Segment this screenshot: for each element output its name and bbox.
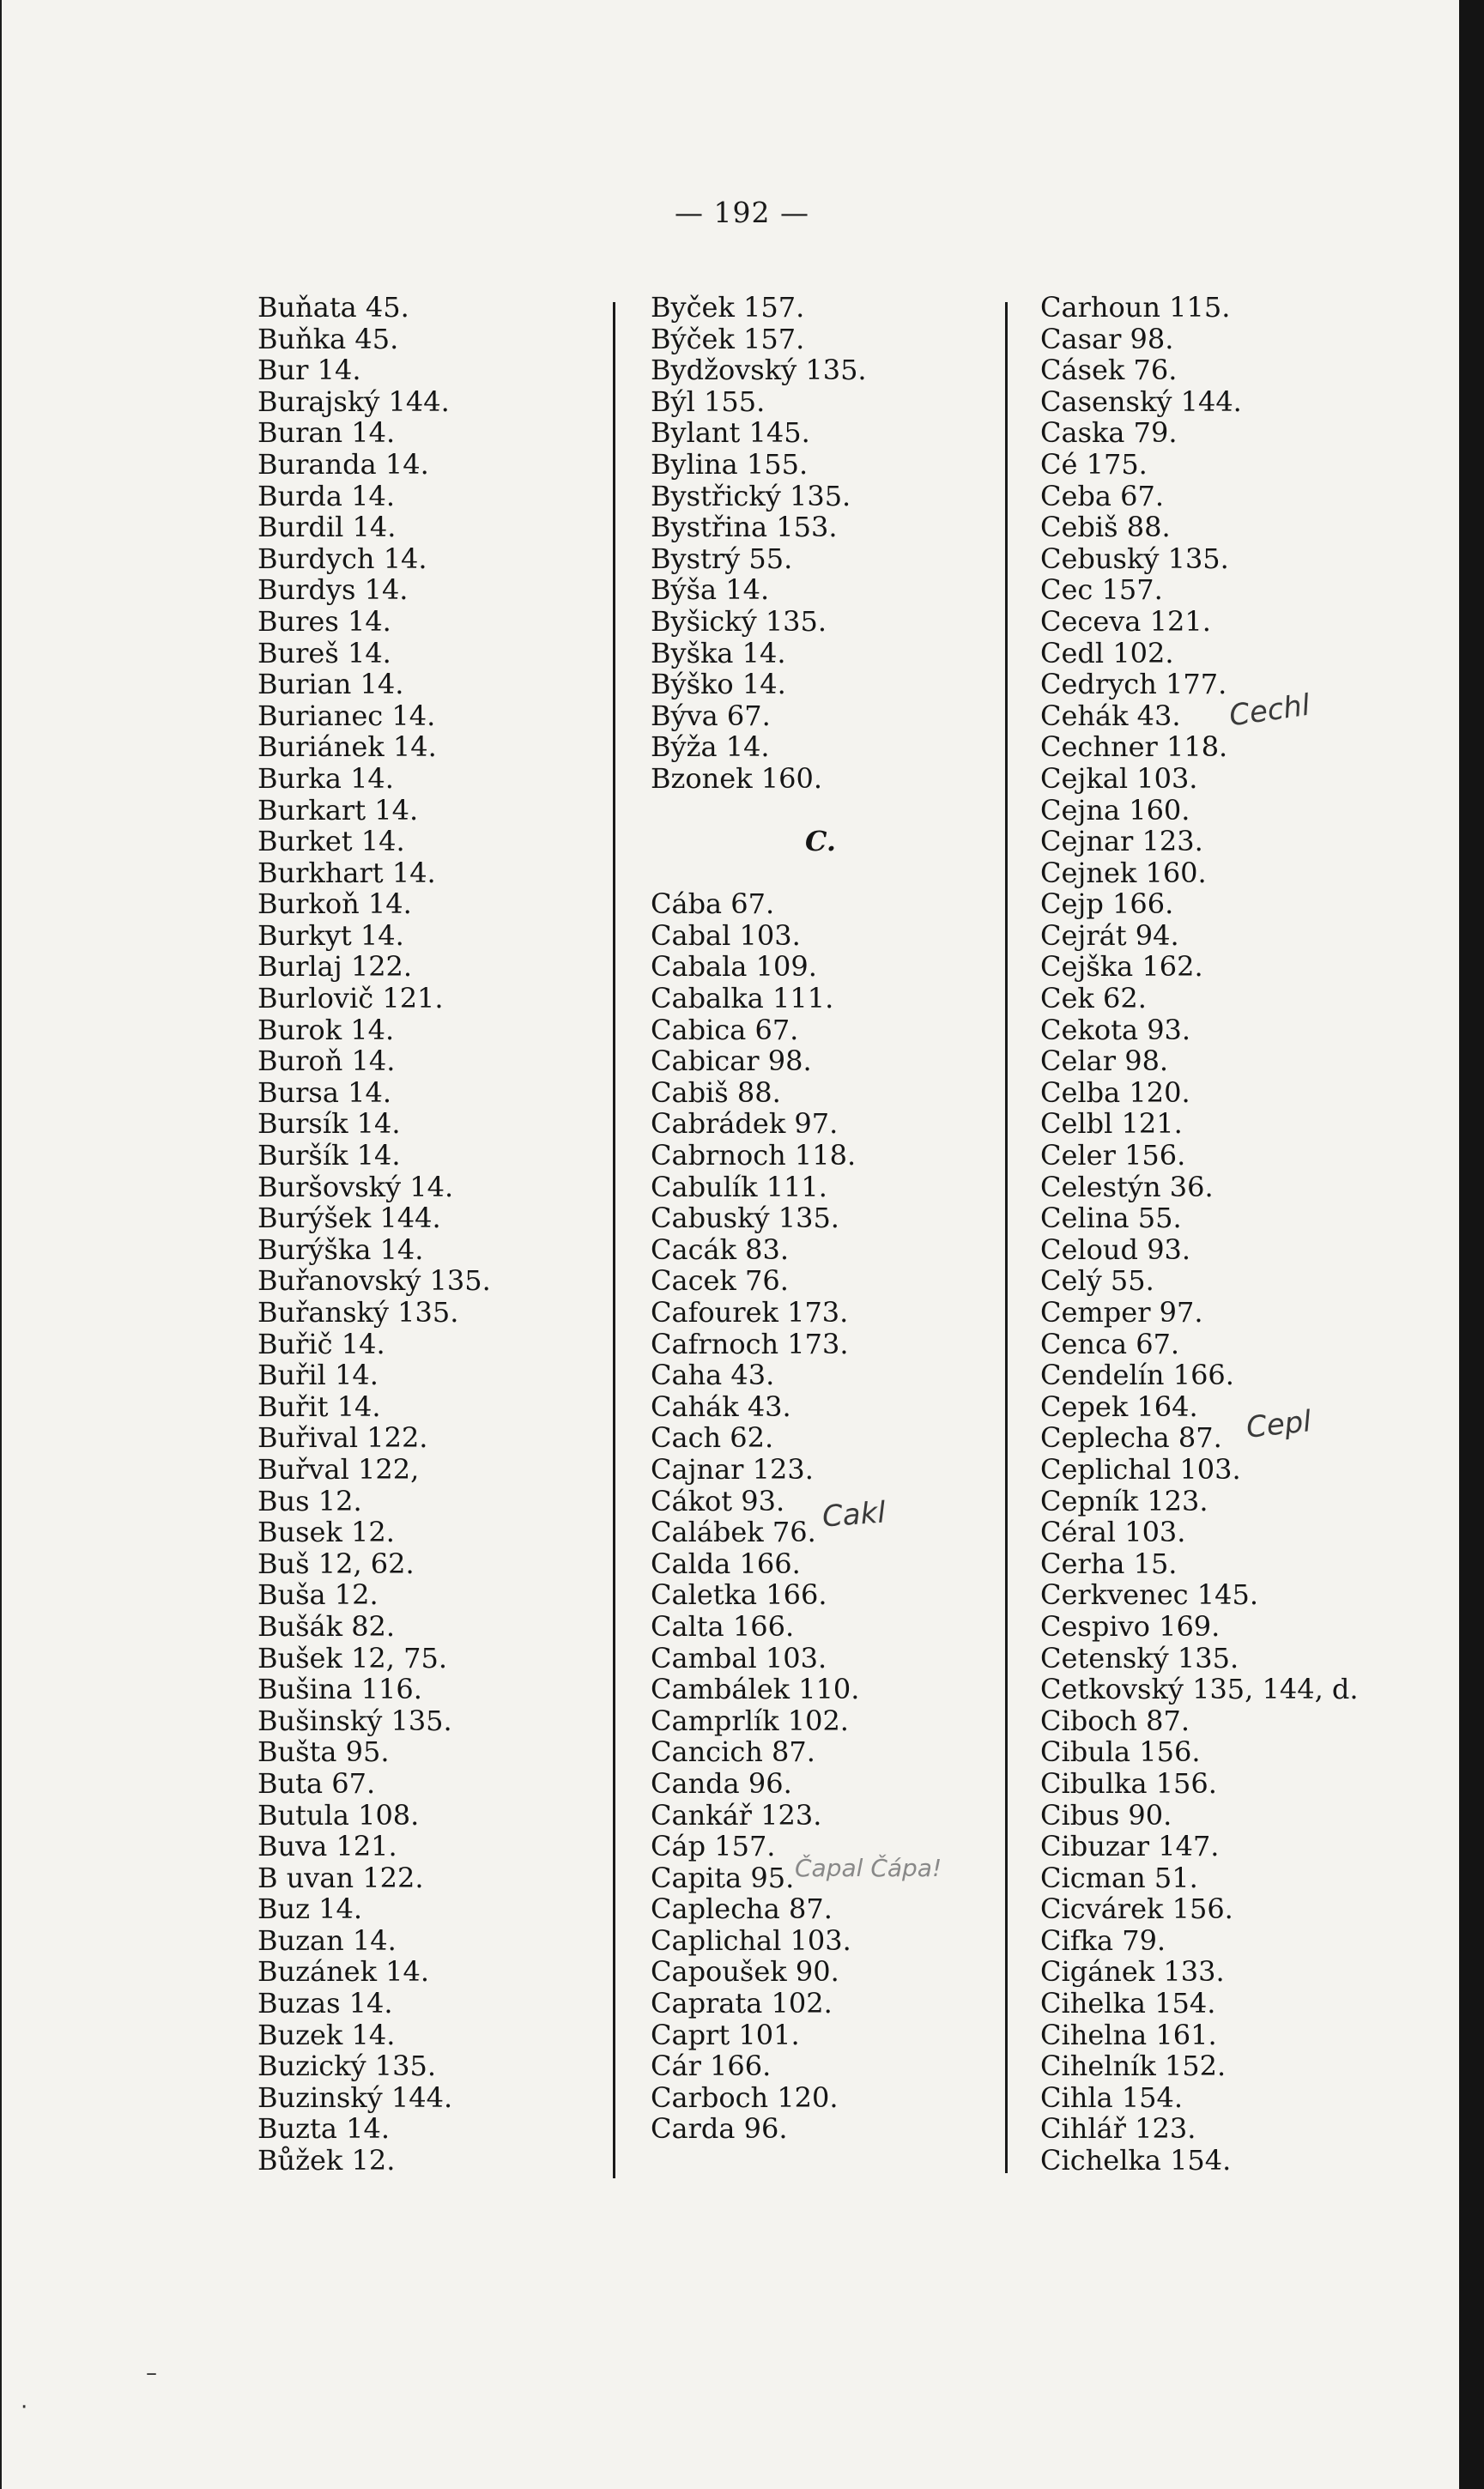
name-entry: Celar 98. xyxy=(1040,1045,1169,1078)
name-entry: Bystřický 135. xyxy=(651,479,851,512)
name-entry: Cedl 102. xyxy=(1040,636,1174,669)
name-entry: Buzek 14. xyxy=(257,2018,396,2051)
name-entry: Céral 103. xyxy=(1040,1516,1186,1549)
name-entry: Cepník 123. xyxy=(1040,1484,1208,1517)
name-entry: Buroň 14. xyxy=(257,1045,396,1078)
name-entry: Bus 12. xyxy=(257,1484,362,1517)
name-entry: Caletka 166. xyxy=(651,1578,827,1612)
name-entry: Burianec 14. xyxy=(257,699,436,732)
name-entry: Buršík 14. xyxy=(257,1139,401,1172)
scan-edge xyxy=(1459,0,1484,2489)
name-entry: Burkart 14. xyxy=(257,793,419,827)
name-entry: Camprlík 102. xyxy=(651,1704,849,1737)
name-entry: Býl 155. xyxy=(651,385,766,418)
name-entry: Cigánek 133. xyxy=(1040,1955,1225,1989)
name-entry: Cekota 93. xyxy=(1040,1013,1191,1046)
spacer xyxy=(651,857,867,889)
name-entry: Bušák 82. xyxy=(257,1609,396,1643)
name-entry: Capita 95. xyxy=(651,1861,795,1894)
name-entry: Buřanovský 135. xyxy=(257,1264,491,1298)
name-entry: Burian 14. xyxy=(257,668,404,701)
name-entry: Cabuský 135. xyxy=(651,1202,839,1235)
name-entry: Cespivo 169. xyxy=(1040,1609,1221,1643)
name-entry: Burdych 14. xyxy=(257,542,427,575)
name-entry: Bušta 95. xyxy=(257,1735,390,1769)
name-entry: Bylina 155. xyxy=(651,447,809,481)
name-entry: Caska 79. xyxy=(1040,416,1178,450)
name-entry: Burdys 14. xyxy=(257,573,409,607)
name-entry: Cé 175. xyxy=(1040,447,1148,481)
name-entry: Burajský 144. xyxy=(257,385,450,418)
name-entry: Cerkvenec 145. xyxy=(1040,1578,1259,1612)
name-entry: Cihlář 123. xyxy=(1040,2112,1196,2146)
name-entry: Caprata 102. xyxy=(651,1987,833,2020)
name-entry: Cacák 83. xyxy=(651,1232,790,1266)
handwritten-note: Cechl xyxy=(1227,687,1312,734)
name-entry: Býša 14. xyxy=(651,573,770,607)
name-entry: Celestýn 36. xyxy=(1040,1170,1214,1203)
name-entry: Buňata 45. xyxy=(257,291,409,324)
name-entry: Cibuzar 147. xyxy=(1040,1830,1220,1863)
name-entry: Bušek 12, 75. xyxy=(257,1641,447,1674)
name-entry: Bursa 14. xyxy=(257,1075,391,1109)
name-entry: Burok 14. xyxy=(257,1013,395,1046)
name-entry: Bydžovský 135. xyxy=(651,354,867,387)
name-entry: Cejška 162. xyxy=(1040,950,1203,984)
name-entry: Buřič 14. xyxy=(257,1327,385,1360)
name-entry: B uvan 122. xyxy=(257,1861,424,1894)
name-entry: Calda 166. xyxy=(651,1547,801,1580)
name-entry: Cemper 97. xyxy=(1040,1296,1203,1329)
name-entry: Cihelka 154. xyxy=(1040,1987,1216,2020)
name-column-1 xyxy=(257,292,491,2177)
name-entry: Caplecha 87. xyxy=(651,1892,833,1926)
name-entry: Cába 67. xyxy=(651,887,775,921)
name-entry: Burkhart 14. xyxy=(257,856,436,889)
name-entry: Cahák 43. xyxy=(651,1390,791,1423)
name-entry: Bušina 116. xyxy=(257,1673,422,1706)
name-entry: Býček 157. xyxy=(651,322,805,355)
name-entry: Ceplecha 87. xyxy=(1040,1421,1222,1455)
name-entry: Cabalka 111. xyxy=(651,982,834,1015)
name-entry: Cejnar 123. xyxy=(1040,825,1203,858)
name-entry: Buzas 14. xyxy=(257,1987,393,2020)
name-entry: Buřanský 135. xyxy=(257,1296,459,1329)
name-entry: Casar 98. xyxy=(1040,322,1174,355)
name-entry: Buršovský 14. xyxy=(257,1170,454,1203)
name-entry: Canda 96. xyxy=(651,1766,792,1800)
name-entry: Buša 12. xyxy=(257,1578,379,1612)
name-entry: Burka 14. xyxy=(257,761,394,795)
name-entry: Burda 14. xyxy=(257,479,396,512)
name-entry: Ceplichal 103. xyxy=(1040,1452,1241,1486)
name-entry: Cabrnoch 118. xyxy=(651,1139,857,1172)
name-entry: Carda 96. xyxy=(651,2112,788,2146)
name-entry: Cebiš 88. xyxy=(1040,511,1171,544)
name-entry: Calta 166. xyxy=(651,1609,795,1643)
name-entry: Bur 14. xyxy=(257,354,361,387)
name-entry: Cejkal 103. xyxy=(1040,761,1198,795)
name-entry: Buva 121. xyxy=(257,1830,397,1863)
name-entry: Cáp 157. xyxy=(651,1830,776,1863)
handwritten-note: Cakl xyxy=(821,1495,887,1535)
name-entry: Cejp 166. xyxy=(1040,887,1174,921)
name-entry: Burlovič 121. xyxy=(257,982,444,1015)
name-entry: Cacek 76. xyxy=(651,1264,789,1298)
name-entry: Cenca 67. xyxy=(1040,1327,1180,1360)
name-entry: Cetkovský 135, 144, d. xyxy=(1040,1673,1359,1706)
name-entry: Celina 55. xyxy=(1040,1202,1182,1235)
name-entry: Buran 14. xyxy=(257,416,396,450)
name-entry: Ciboch 87. xyxy=(1040,1704,1190,1737)
name-entry: Celbl 121. xyxy=(1040,1107,1183,1141)
name-entry: Buzický 135. xyxy=(257,2050,437,2083)
name-entry: Caprt 101. xyxy=(651,2018,800,2051)
name-entry: Buzan 14. xyxy=(257,1923,397,1957)
name-entry: Bystrý 55. xyxy=(651,542,793,575)
name-entry: Bzonek 160. xyxy=(651,761,822,795)
name-entry: Cambal 103. xyxy=(651,1641,827,1674)
name-entry: Cehák 43. xyxy=(1040,699,1181,732)
name-entry: Bures 14. xyxy=(257,604,391,638)
page-number: — 192 — xyxy=(675,196,809,229)
name-entry: Cásek 76. xyxy=(1040,354,1178,387)
name-entry: Cibus 90. xyxy=(1040,1798,1172,1832)
name-entry: Butula 108. xyxy=(257,1798,420,1832)
scan-mark: · xyxy=(21,2395,28,2420)
name-entry: Capoušek 90. xyxy=(651,1955,839,1989)
name-entry: Cejrát 94. xyxy=(1040,918,1179,952)
name-entry: Cabica 67. xyxy=(651,1013,799,1046)
name-entry: Burlaj 122. xyxy=(257,950,413,984)
name-entry: Cabal 103. xyxy=(651,918,801,952)
handwritten-note: Cepl xyxy=(1245,1404,1313,1445)
name-entry: Cibulka 156. xyxy=(1040,1766,1217,1800)
column-divider xyxy=(1005,302,1008,2173)
name-entry: Busek 12. xyxy=(257,1516,395,1549)
name-entry: Ceba 67. xyxy=(1040,479,1165,512)
name-entry: Buzánek 14. xyxy=(257,1955,430,1989)
name-entry: Bureš 14. xyxy=(257,636,391,669)
name-entry: Calábek 76. xyxy=(651,1516,816,1549)
name-entry: Cihelna 161. xyxy=(1040,2018,1217,2051)
name-entry: Burýšek 144. xyxy=(257,1202,441,1235)
name-entry: Cerha 15. xyxy=(1040,1547,1178,1580)
name-entry: Cedrych 177. xyxy=(1040,668,1227,701)
name-entry: Býva 67. xyxy=(651,699,771,732)
spacer xyxy=(651,795,867,827)
name-entry: Carhoun 115. xyxy=(1040,291,1231,324)
name-entry: Casenský 144. xyxy=(1040,385,1242,418)
name-entry: Buriánek 14. xyxy=(257,730,437,764)
name-entry: Buta 67. xyxy=(257,1766,376,1800)
name-entry: Cafrnoch 173. xyxy=(651,1327,849,1360)
name-entry: Buňka 45. xyxy=(257,322,399,355)
name-entry: Cabulík 111. xyxy=(651,1170,827,1203)
name-entry: Cambálek 110. xyxy=(651,1673,860,1706)
name-entry: Burkyt 14. xyxy=(257,918,404,952)
name-entry: Cifka 79. xyxy=(1040,1923,1166,1957)
name-entry: Celý 55. xyxy=(1040,1264,1154,1298)
name-entry: Buz 14. xyxy=(257,1892,363,1926)
name-entry: Cechner 118. xyxy=(1040,730,1228,764)
name-entry: Buřit 14. xyxy=(257,1390,381,1423)
name-entry: Cepek 164. xyxy=(1040,1390,1198,1423)
name-entry: Cákot 93. xyxy=(651,1484,785,1517)
name-entry: Caha 43. xyxy=(651,1359,775,1392)
name-entry: Cichelka 154. xyxy=(1040,2144,1232,2177)
name-entry: Cajnar 123. xyxy=(651,1452,814,1486)
name-entry: Buš 12, 62. xyxy=(257,1547,415,1580)
name-entry: Buřil 14. xyxy=(257,1359,379,1392)
name-entry: Burdil 14. xyxy=(257,511,397,544)
name-entry: Byček 157. xyxy=(651,291,805,324)
name-entry: Cafourek 173. xyxy=(651,1296,849,1329)
name-entry: Cár 166. xyxy=(651,2050,772,2083)
scan-mark: – xyxy=(146,2360,157,2386)
name-entry: Celer 156. xyxy=(1040,1139,1186,1172)
name-entry: Cejna 160. xyxy=(1040,793,1190,827)
name-entry: Cankář 123. xyxy=(651,1798,822,1832)
section-heading: C. xyxy=(805,825,837,858)
name-entry: Buranda 14. xyxy=(257,447,429,481)
name-entry: Cebuský 135. xyxy=(1040,542,1229,575)
name-entry: Burket 14. xyxy=(257,825,405,858)
name-entry: Cabicar 98. xyxy=(651,1045,812,1078)
name-entry: Buzinský 144. xyxy=(257,2080,453,2114)
name-entry: Cabrádek 97. xyxy=(651,1107,839,1141)
name-entry: Buzta 14. xyxy=(257,2112,390,2146)
name-entry: Cabiš 88. xyxy=(651,1075,781,1109)
name-entry: Býža 14. xyxy=(651,730,770,764)
name-entry: Cabala 109. xyxy=(651,950,817,984)
name-entry: Bůžek 12. xyxy=(257,2144,396,2177)
name-entry: Carboch 120. xyxy=(651,2080,839,2114)
name-entry: Ceceva 121. xyxy=(1040,604,1211,638)
name-entry: Bursík 14. xyxy=(257,1107,401,1141)
name-entry: Cek 62. xyxy=(1040,982,1147,1015)
name-entry: Celba 120. xyxy=(1040,1075,1190,1109)
name-entry: Burýška 14. xyxy=(257,1232,424,1266)
name-entry: Bylant 145. xyxy=(651,416,810,450)
name-entry: Cihla 154. xyxy=(1040,2080,1184,2114)
name-entry: Caplichal 103. xyxy=(651,1923,851,1957)
name-entry: Cendelín 166. xyxy=(1040,1359,1234,1392)
column-divider xyxy=(613,302,615,2178)
name-entry: Býško 14. xyxy=(651,668,786,701)
name-entry: Cihelník 152. xyxy=(1040,2050,1227,2083)
name-entry: Cejnek 160. xyxy=(1040,856,1207,889)
name-entry: Buřival 122. xyxy=(257,1421,428,1455)
name-entry: Cibula 156. xyxy=(1040,1735,1201,1769)
name-entry: Burkoň 14. xyxy=(257,887,412,921)
name-entry: Cicvárek 156. xyxy=(1040,1892,1233,1926)
name-entry: Cicman 51. xyxy=(1040,1861,1198,1894)
name-entry: Byšický 135. xyxy=(651,604,827,638)
name-entry: Cec 157. xyxy=(1040,573,1163,607)
name-entry: Byška 14. xyxy=(651,636,786,669)
name-entry: Bušinský 135. xyxy=(257,1704,452,1737)
name-entry: Celoud 93. xyxy=(1040,1232,1191,1266)
name-entry: Cetenský 135. xyxy=(1040,1641,1239,1674)
name-entry: Cach 62. xyxy=(651,1421,774,1455)
handwritten-note: Čapal Čápa! xyxy=(795,1854,942,1882)
name-entry: Cancich 87. xyxy=(651,1735,815,1769)
name-entry: Buřval 122, xyxy=(257,1452,420,1486)
name-entry: Bystřina 153. xyxy=(651,511,838,544)
name-column-3 xyxy=(1040,292,1359,2177)
